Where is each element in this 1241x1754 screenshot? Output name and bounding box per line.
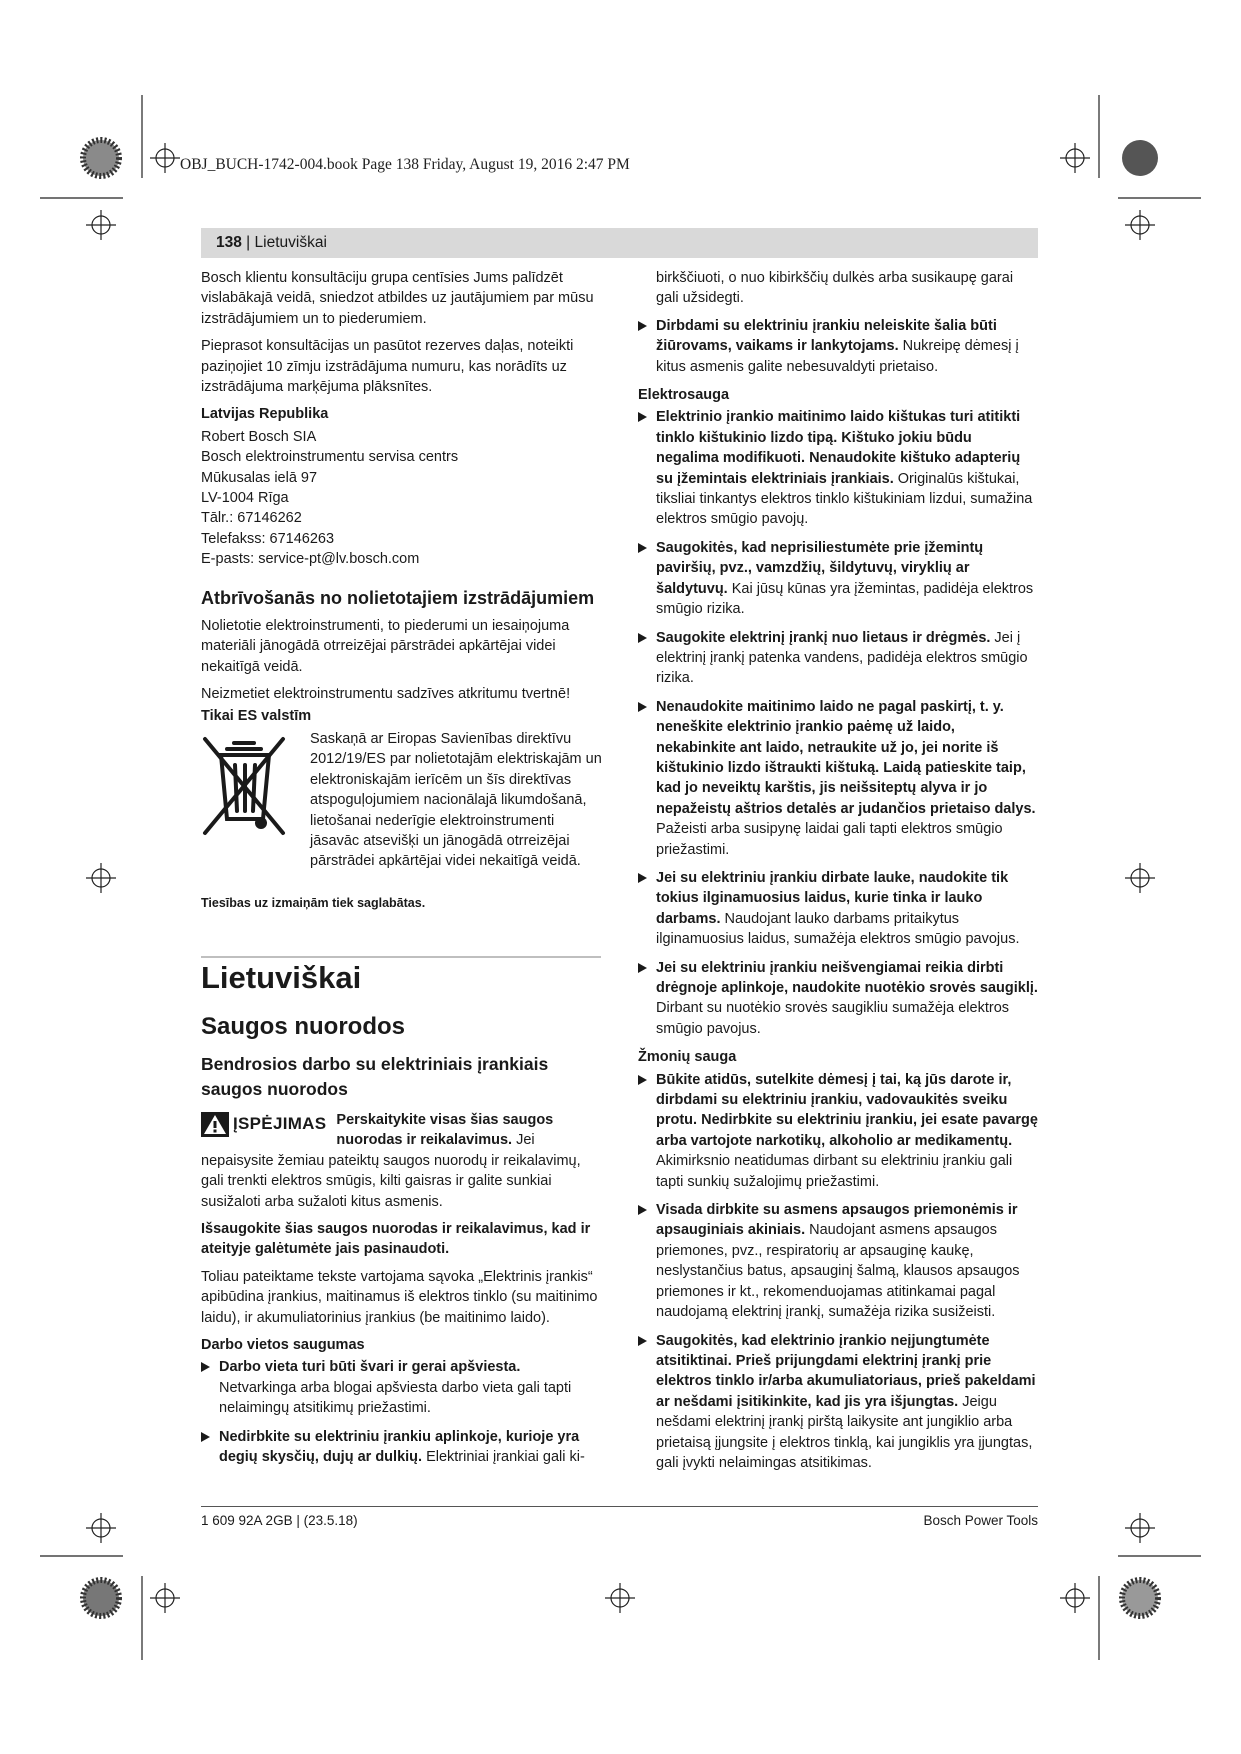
bullet-bold: Dirbdami su elektriniu įrankiu neleiskite šalia būti žiūrovams, vaikams ir lankytojams. xyxy=(656,317,997,355)
bullet-text: Akimirksnio neatidumas dirbant su elektriniu įrankiu gali tapti sunkių sužalojimų priežastimi. xyxy=(656,1153,1013,1190)
bullet-arrow-icon xyxy=(201,1362,210,1372)
latvia-heading: Latvijas Republika xyxy=(201,406,329,423)
warning-text: Jei nepaisysite žemiau pateiktų saugos nuorodų ir reikalavimų, gali trenkti elektros smūgis, kilti gaisras ir galite sunkiai susižaloti arba sužaloti kitus asmenis. xyxy=(201,1132,581,1210)
continued-paragraph: birkščiuoti, o nuo kibirkščių dulkės arba susikaupę garai gali užsidegti. xyxy=(656,270,1014,307)
disposal-paragraph-2: Neizmetiet elektroinstrumentu sadzīves atkritumu tvertnē! xyxy=(201,685,571,702)
bullet-text: Nukreipę dėmesį į kitus asmenis galite nebesuvaldyti prietaiso. xyxy=(656,338,1019,375)
list-item xyxy=(638,407,1038,529)
keep-instructions xyxy=(201,1219,601,1260)
footer-left: 1 609 92A 2GB | (23.5.18) xyxy=(201,1513,358,1528)
bullet-text: Jei į elektrinį įrankį patenka vandens, padidėja elektros smūgio rizika. xyxy=(656,629,1028,687)
keep-bold: Išsaugokite šias saugos nuorodas ir reikalavimus, kad ir ateityje galėtumėte jais pasinaudoti. xyxy=(201,1221,591,1258)
address-line: Telefakss: 67146263 xyxy=(201,530,335,547)
print-header: OBJ_BUCH-1742-004.book Page 138 Friday, August 19, 2016 2:47 PM xyxy=(180,156,630,173)
workplace-heading: Darbo vietos saugumas xyxy=(201,1337,365,1354)
general-title: Bendrosios darbo su elektriniais įrankiais saugos nuorodos xyxy=(201,1054,549,1099)
list-item xyxy=(638,628,1038,689)
bullet-arrow-icon xyxy=(638,1205,647,1215)
footer-right: Bosch Power Tools xyxy=(923,1513,1038,1528)
bullet-text: Naudojant lauko darbams pritaikytus ilginamuosius laidus, sumažėja elektros smūgio pavojus. xyxy=(656,910,1020,948)
bullet-text: Netvarkinga arba blogai apšviesta darbo vieta gali tapti nelaimingų atsitikimų priežastimi. xyxy=(219,1379,572,1417)
bullet-bold: Saugokitės, kad neprisiliestumėte prie įžemintų paviršių, pvz., vamzdžių, šildytuvų, viryklių ar šaldytuvų. xyxy=(656,539,984,597)
lt-section xyxy=(201,958,601,1476)
warning-paragraph xyxy=(201,1110,601,1212)
address-line: LV-1004 Rīga xyxy=(201,490,289,507)
address-line: Bosch elektroinstrumentu servisa centrs xyxy=(201,449,459,466)
bullet-arrow-icon xyxy=(638,963,647,973)
bullet-arrow-icon xyxy=(638,1336,647,1346)
warning-triangle-icon xyxy=(201,1112,229,1137)
bullet-bold: Jei su elektriniu įrankiu neišvengiamai reikia dirbti drėgnoje aplinkoje, naudokite nuotėkio srovės saugiklį. xyxy=(656,959,1038,996)
list-item xyxy=(201,1427,601,1468)
email-line[interactable]: E-pasts: service-pt@lv.bosch.com xyxy=(201,551,420,568)
left-column xyxy=(201,268,601,729)
bullet-bold: Visada dirbkite su asmens apsaugos priemonėmis ir apsauginiais akiniais. xyxy=(656,1202,1018,1239)
bullet-arrow-icon xyxy=(638,543,647,553)
bullet-bold: Nenaudokite maitinimo laido ne pagal paskirtį, t. y. neneškite elektrinio įrankio paėmę už laido, nekabinkite ant laido, netraukite už jo, jei norite iš kištukinio lizdo ištraukti kištuką. Laidą patieskite taip, kad jo neveiktų karštis, jis neišsiteptų alyva ir jo nepažeistų aštrios detalės ar judančios prietaiso dalys. xyxy=(656,698,1036,817)
warning-bold: Perskaitykite visas šias saugos nuorodas ir reikalavimus. xyxy=(336,1112,554,1149)
electric-heading: Elektrosauga xyxy=(638,387,730,404)
term-paragraph: Toliau pateiktame tekste vartojama sąvoka „Elektrinis įrankis“ apibūdina įrankius, maitinamus iš elektros tinklo (su maitinimo laidu), ir akumuliatorinius įrankius (be maitinimo laido). xyxy=(201,1268,598,1326)
bullet-bold: Saugokite elektrinį įrankį nuo lietaus ir drėgmės. xyxy=(656,629,991,646)
left-column-lower xyxy=(201,883,601,913)
disposal-heading: Atbrīvošanās no nolietotajiem izstrādājumiem xyxy=(201,587,595,608)
header-language: Lietuviškai xyxy=(254,234,327,251)
bullet-text: Naudojant asmens apsaugos priemones, pvz., respiratorių ar apsauginę kaukę, neslystančius batus, apsauginį šalmą, klausos apsaugos priemones ir kt., rekomenduojamas atitinkamai pagal naudojamą elektrinį įrankį, sumažėja rizika susižeisti. xyxy=(656,1222,1020,1321)
bullet-bold: Nedirbkite su elektriniu įrankiu aplinkoje, kurioje yra degių skysčių, dujų ar dulkių. xyxy=(219,1428,580,1466)
warning-label: ĮSPĖJIMAS xyxy=(233,1114,327,1134)
list-item xyxy=(638,316,1038,377)
bullet-text: Kai jūsų kūnas yra įžemintas, padidėja elektros smūgio rizika. xyxy=(656,580,1034,618)
list-item xyxy=(201,1357,601,1418)
page-header xyxy=(216,234,327,252)
bullet-arrow-icon xyxy=(638,412,647,422)
disposal-paragraph-1: Nolietotie elektroinstrumenti, to piederumi un iesaiņojuma materiāli jānogādā otrreizējai pārstrādei apkārtējai videi nekaitīgā veidā. xyxy=(201,617,570,675)
safety-title: Saugos nuorodos xyxy=(201,1013,405,1040)
bullet-arrow-icon xyxy=(638,702,647,712)
bullet-bold: Darbo vieta turi būti švari ir gerai apšviesta. xyxy=(219,1359,521,1376)
bullet-bold: Būkite atidūs, sutelkite dėmesį į tai, ką jūs darote ir, dirbdami su elektriniu įrankiu, vadovaukitės sveiku protu. Nedirbkite su elektriniu įrankiu, jei esate pavargę arba vartojote narkotikų, alkoholio ar medikamentų. xyxy=(656,1071,1038,1149)
bullet-arrow-icon xyxy=(638,321,647,331)
footer-rule xyxy=(201,1506,1038,1507)
header-separator: | xyxy=(241,234,255,251)
bullet-arrow-icon xyxy=(638,633,647,643)
bullet-arrow-icon xyxy=(201,1432,210,1442)
list-item xyxy=(638,958,1038,1040)
intro-paragraph-2: Pieprasot konsultācijas un pasūtot rezerves daļas, noteikti paziņojiet 10 zīmju izstrādājuma numuru, kas norādīts uz izstrādājuma marķējuma plāksnītes. xyxy=(201,338,574,396)
list-item xyxy=(638,1070,1038,1192)
address-line: Robert Bosch SIA xyxy=(201,428,317,445)
eu-heading: Tikai ES valstīm xyxy=(201,708,312,725)
list-item xyxy=(638,1200,1038,1322)
warning-label-box xyxy=(201,1112,326,1137)
bullet-text: Pažeisti arba susipynę laidai gali tapti elektros smūgio priežastimi. xyxy=(656,821,1003,858)
weee-bin-icon xyxy=(201,735,287,839)
bullet-text: Jeigu nešdami elektrinį įrankį pirštą laikysite ant jungiklio arba prietaisą įjungsite į elektros tinklą, kai jungiklis yra įjungtas, gali įvykti nelaimingas atsitikimas. xyxy=(656,1393,1033,1471)
address-line: Mūkusalas ielā 97 xyxy=(201,469,318,486)
right-column xyxy=(638,268,1038,1481)
people-heading: Žmonių sauga xyxy=(638,1049,737,1066)
bullet-text: Dirbant su nuotėkio srovės saugikliu sumažėja elektros smūgio pavojus. xyxy=(656,1000,1010,1037)
lt-title: Lietuviškai xyxy=(201,960,362,995)
bullet-text: Elektriniai įrankiai gali ki- xyxy=(422,1449,585,1466)
list-item xyxy=(638,868,1038,950)
page-number: 138 xyxy=(216,234,242,251)
intro-paragraph-1: Bosch klientu konsultāciju grupa centīsies Jums palīdzēt vislabākajā veidā, sniedzot atbildes uz jautājumiem par mūsu izstrādājumiem un to piederumiem. xyxy=(201,270,594,327)
list-item xyxy=(638,1331,1038,1474)
list-item xyxy=(638,697,1038,860)
address-line: Tālr.: 67146262 xyxy=(201,510,302,527)
list-item xyxy=(638,538,1038,620)
bullet-arrow-icon xyxy=(638,1075,647,1085)
bullet-bold: Saugokitės, kad elektrinio įrankio neįjungtumėte atsitiktinai. Prieš prijungdami elektrinį įrankį prie elektros tinklo ir/arba akumuliatoriaus, prieš pakeldami ar nešdami įsitikinkite, kad jis yra išjungtas. xyxy=(656,1332,1036,1410)
bullet-text: Originalūs kištukai, tiksliai tinkantys elektros tinklo kištukiniam lizdui, sumažina elektros smūgio pavojų. xyxy=(656,470,1033,528)
weee-text: Saskaņā ar Eiropas Savienības direktīvu 2012/19/ES par nolietotajām elektriskajām un elektroniskajām ierīcēm un šīs direktīvas atspoguļojumiem nacionālajā likumdošanā, lietošanai nederīgie elektroinstrumenti jāsavāc atsevišķi un jānogādā otrreizējai pārstrādei apkārtējai videi nekaitīgā veidā. xyxy=(310,731,602,870)
bullet-arrow-icon xyxy=(638,873,647,883)
rights-reserved: Tiesības uz izmaiņām tiek saglabātas. xyxy=(201,896,426,910)
bullet-bold: Elektrinio įrankio maitinimo laido kištukas turi atitikti tinklo kištukinio lizdo tipą. Kištuko jokiu būdu negalima modifikuoti. Nenaudokite kištuko adapterių su įžemintais elektriniais įrankiais. xyxy=(656,409,1021,487)
bullet-bold: Jei su elektriniu įrankiu dirbate lauke, naudokite tik tokius ilginamuosius laidus, kurie tinka ir lauko darbams. xyxy=(656,869,1009,927)
